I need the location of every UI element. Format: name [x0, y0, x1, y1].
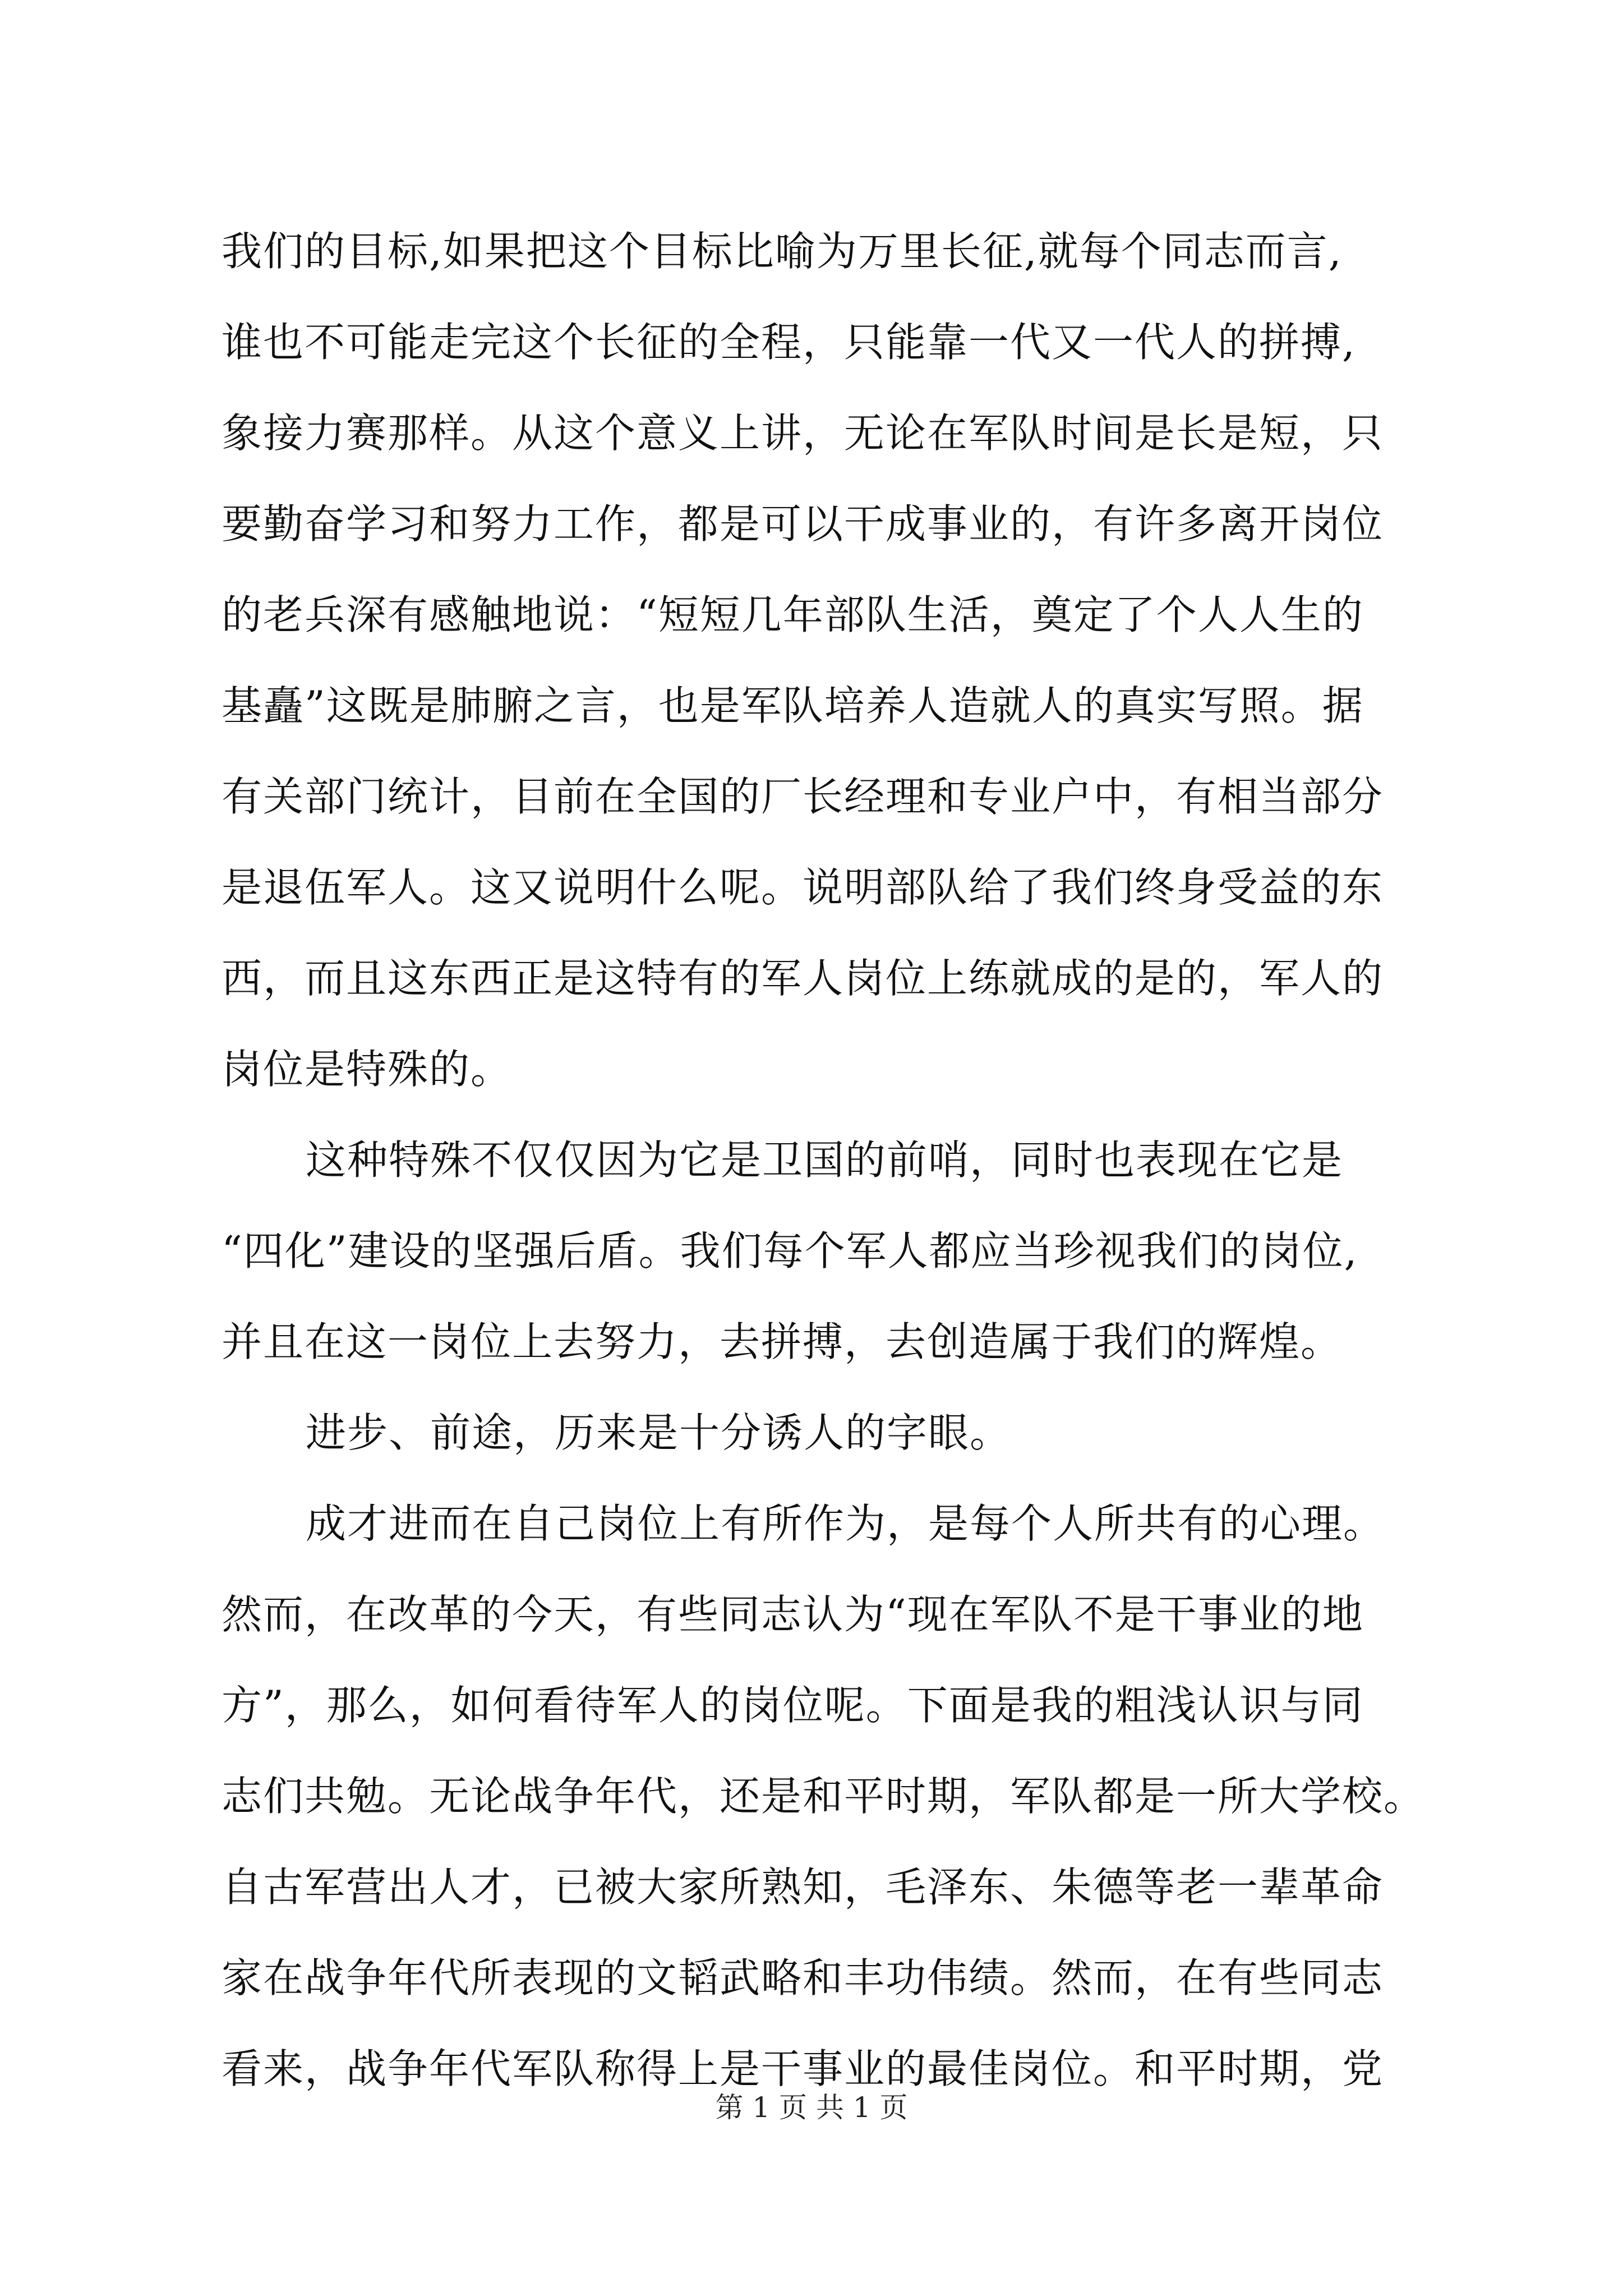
text-line: 有关部门统计，目前在全国的厂长经理和专业户中，有相当部分	[222, 773, 1384, 820]
text-line: “四化”建设的坚强后盾。我们每个军人都应当珍视我们的岗位,	[222, 1227, 1358, 1274]
text-line: 并且在这一岗位上去努力，去拼搏，去创造属于我们的辉煌。	[222, 1318, 1343, 1365]
text-line: 谁也不可能走完这个长征的全程，只能靠一代又一代人的拼搏,	[222, 319, 1356, 366]
text-line: 象接力赛那样。从这个意义上讲，无论在军队时间是长是短，只	[222, 409, 1384, 457]
text-line: 岗位是特殊的。	[222, 1046, 513, 1093]
text-line: 家在战争年代所表现的文韬武略和丰功伟绩。然而，在有些同志	[222, 1954, 1384, 2001]
text-line: 的老兵深有感触地说：“短短几年部队生活，奠定了个人人生的	[222, 591, 1364, 638]
text-line: 基矗”这既是肺腑之言，也是军队培养人造就人的真实写照。据	[222, 682, 1364, 729]
text-line: 是退伍军人。这又说明什么呢。说明部队给了我们终身受益的东	[222, 864, 1384, 911]
text-line: 我们的目标,如果把这个目标比喻为万里长征,就每个同志而言,	[222, 228, 1343, 275]
paragraph-start-line: 这种特殊不仅仅因为它是卫国的前哨，同时也表现在它是	[306, 1137, 1344, 1184]
text-line: 看来，战争年代军队称得上是干事业的最佳岗位。和平时期，党	[222, 2045, 1384, 2092]
text-line: 方”，那么，如何看待军人的岗位呢。下面是我的粗浅认识与同	[222, 1682, 1364, 1729]
text-line: 志们共勉。无论战争年代，还是和平时期，军队都是一所大学校。	[222, 1773, 1426, 1820]
text-line: 自古军营出人才，已被大家所熟知，毛泽东、朱德等老一辈革命	[222, 1864, 1384, 1911]
text-line: 要勤奋学习和努力工作，都是可以干成事业的，有许多离开岗位	[222, 500, 1384, 547]
paragraph-start-line: 成才进而在自己岗位上有所作为，是每个人所共有的心理。	[306, 1500, 1385, 1547]
text-line: 西，而且这东西正是这特有的军人岗位上练就成的是的，军人的	[222, 955, 1384, 1002]
text-line: 然而，在改革的今天，有些同志认为“现在军队不是干事业的地	[222, 1591, 1364, 1638]
paragraph-start-line: 进步、前途，历来是十分诱人的字眼。	[306, 1409, 1012, 1456]
page-number-footer: 第 1 页 共 1 页	[715, 2091, 908, 2124]
